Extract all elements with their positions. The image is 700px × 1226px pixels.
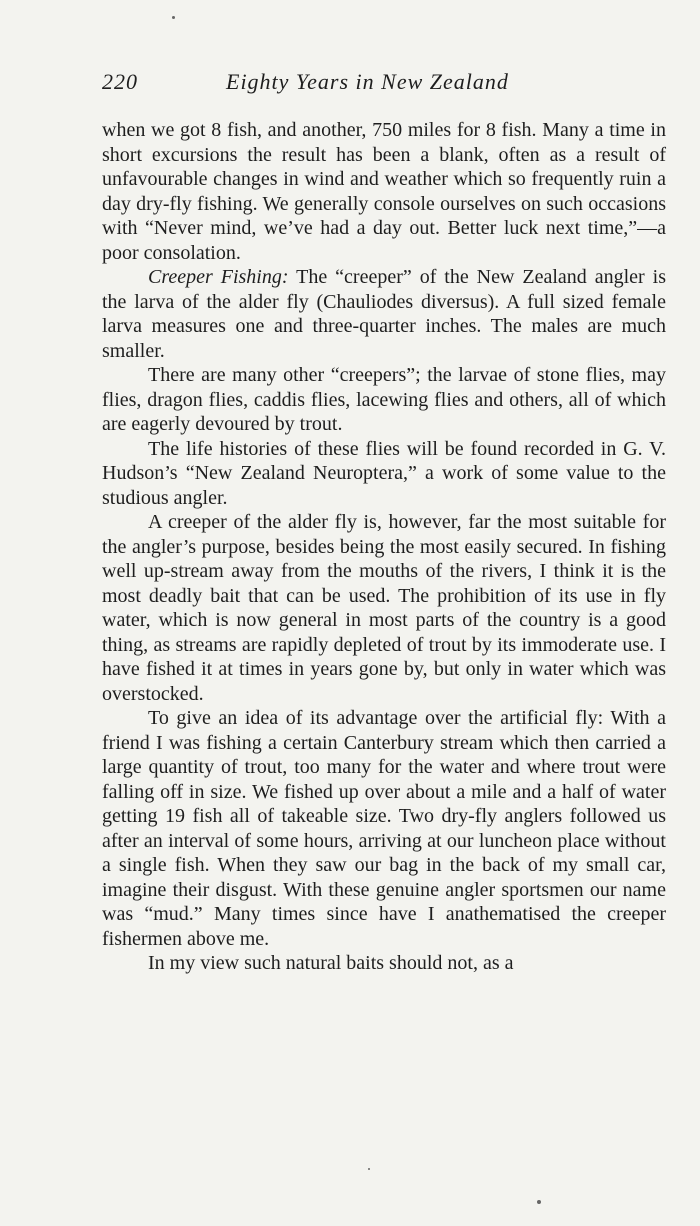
paragraph-text: The life histories of these flies will be found recorded in G. V. Hudson’s “New Zealand Neuroptera,” a work of some value to the studious angler.: [102, 437, 666, 509]
paragraph-text: In my view such natural baits should not, as a: [148, 952, 514, 974]
body-text: [102, 118, 666, 1118]
paragraph-1: [102, 118, 666, 265]
paragraph-text: To give an idea of its advantage over the artificial fly: With a friend I was fishing a certain Canterbury stream which then carried a large quantity of trout, too many for the water and where trout were falling off in size. We fished up over about a mile and a half of water getting 19 fish all of takeable size. Two dry-fly anglers followed us after an interval of some hours, arriving at our luncheon place without a single fish. When they saw our bag in the back of my small car, imagine their disgust. With these genuine angler sportsmen our name was “mud.” Many times since have I anathematised the creeper fishermen above me.: [102, 707, 666, 950]
paragraph-text: A creeper of the alder fly is, however, far the most suitable for the angler’s purpose, besides being the most easily secured. In fishing well up-stream away from the mouths of the rivers, I think it is the most deadly bait that can be used. The prohibition of its use in fly water, which is now general in most parts of the country is a good thing, as streams are rapidly depleted of trout by its immoderate use. I have fished it at times in years gone by, but only in water which was overstocked.: [102, 511, 666, 705]
paragraph-6: [102, 706, 666, 951]
paragraph-text: The “creeper” of the New Zealand angler is the larva of the alder fly (Chauliodes diversus). A full sized female larva measures one and three-quarter inches. The males are much smaller.: [102, 266, 667, 362]
paragraph-2: [102, 265, 666, 363]
paper-speck: [172, 16, 175, 19]
page-number: 220: [102, 69, 138, 94]
paragraph-text: There are many other “creepers”; the larvae of stone flies, may flies, dragon flies, caddis flies, lacewing flies and others, all of which are eagerly devoured by trout.: [102, 364, 666, 435]
page-header: [102, 64, 666, 100]
paragraph-text: when we got 8 fish, and another, 750 miles for 8 fish. Many a time in short excursions the result has been a blank, often as a result of unfavourable changes in wind and weather which so frequently ruin a day dry-fly fishing. We generally console ourselves on such occasions with “Never mind, we’ve had a day out. Better luck next time,”—a poor consolation.: [102, 119, 666, 264]
paper-speck: [368, 1168, 370, 1170]
paragraph-4: [102, 437, 666, 511]
paragraph-5: [102, 510, 666, 706]
paragraph-3: [102, 363, 666, 437]
running-title: Eighty Years in New Zealand: [226, 69, 509, 94]
paragraph-7: [102, 951, 666, 976]
section-lead-creeper-fishing: Creeper Fishing:: [148, 266, 289, 288]
paper-speck: [537, 1200, 541, 1204]
